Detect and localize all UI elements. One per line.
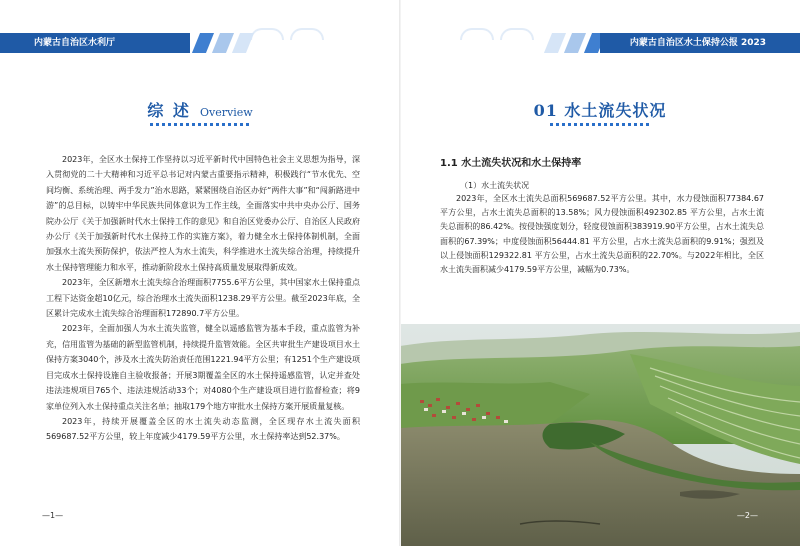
page-number: —1— bbox=[42, 511, 64, 520]
header-stripe bbox=[232, 33, 254, 53]
subsection-heading: （1）水土流失状况 bbox=[460, 181, 530, 190]
header-decoration bbox=[290, 28, 324, 40]
left-header-title: 内蒙古自治区水利厅 bbox=[34, 38, 116, 48]
left-header-bar bbox=[0, 33, 190, 53]
section-title-zh: 综 述 bbox=[147, 101, 191, 120]
header-decoration bbox=[460, 28, 494, 40]
overview-paragraph: 2023年，持续开展覆盖全区的水土流失动态监测，全区现存水土流失面积569687.52平方公里，较上年度减少4179.59平方公里，水土保持率达到52.37%。 bbox=[46, 416, 360, 442]
header-decoration bbox=[250, 28, 284, 40]
erosion-status-body bbox=[440, 192, 764, 277]
section-title bbox=[0, 98, 400, 121]
section-title-en: Overview bbox=[200, 106, 253, 119]
title-dotted-underline bbox=[150, 123, 250, 126]
right-header-title: 内蒙古自治区水土保持公报 2023 bbox=[629, 38, 766, 48]
chapter-title: 01 水土流失状况 bbox=[533, 101, 667, 120]
header-stripe bbox=[212, 33, 234, 53]
header-stripe bbox=[564, 33, 586, 53]
overview-paragraph: 2023年，全面加强人为水土流失监管，健全以遥感监管为基本手段，重点监管为补充，信用监管为基础的新型监管机制，持续提升监管效能。全区共审批生产建设项目水土保持方案3040个，涉及水土流失防治责任范围1221.94平方公里；有1251个生产建设项目完成水土保持设施自主验收报备；开展3期覆盖全区的水土保持遥感监管，认定并查处违法违规项目765个、违法违规活动33个；对4080个生产建设项目进行监督检查；将9家单位列入水土保持重点关注名单；抽取179个地方审批水土保持方案开展质量复核。 bbox=[46, 324, 360, 411]
erosion-paragraph: 2023年，全区水土流失总面积569687.52平方公里。其中，水力侵蚀面积77384.67平方公里，占水土流失总面积的13.58%；风力侵蚀面积492302.85 平方公里，占水土流失总面积的86.42%。按侵蚀强度划分，轻度侵蚀面积383919.90平方公里，占水土流失总面积的67.39%；中度侵蚀面积56444.81 平方公里，占水土流失总面积的9.91%；强烈及以上侵蚀面积129322.81 平方公里，占水土流失总面积的22.70%。与2022年相比，全区水土流失面积减少4179.59平方公里，减幅为0.73%。 bbox=[440, 194, 764, 275]
title-dotted-underline bbox=[550, 123, 650, 126]
overview-body bbox=[46, 152, 360, 445]
header-decoration bbox=[500, 28, 534, 40]
header-stripe bbox=[544, 33, 566, 53]
overview-paragraph: 2023年，全区新增水土流失综合治理面积7755.6平方公里，其中国家水土保持重点工程下达资金超10亿元，综合治理水土流失面积1238.29平方公里。截至2023年底，全区累计完成水土流失综合治理面积172890.7平方公里。 bbox=[46, 278, 360, 319]
page-gutter bbox=[399, 0, 401, 546]
right-page bbox=[400, 0, 800, 546]
overview-paragraph: 2023年，全区水土保持工作坚持以习近平新时代中国特色社会主义思想为指导，深入贯彻党的二十大精神和习近平总书记对内蒙古重要指示精神，积极践行“节水优先、空间均衡、系统治理、两手发力”治水思路，紧紧围绕自治区办好“两件大事”和“闯新路进中游”的总目标，以铸牢中华民族共同体意识为工作主线，全面落实中共中央办公厅、国务院办公厅《关于加强新时代水土保持工作的意见》和自治区党委办公厅、自治区人民政府办公厅《关于加强新时代水土保持工作的实施方案》，着力健全水土保持体制机制，全面加强水土流失预防保护，依法严控人为水土流失，科学推进水土流失综合治理，持续提升水土保持管理能力和水平，推动新阶段水土保持高质量发展取得新成效。 bbox=[46, 155, 360, 272]
header-stripe bbox=[192, 33, 214, 53]
right-header-bar bbox=[600, 33, 800, 53]
page-number: —2— bbox=[736, 511, 758, 520]
section-heading: 1.1 水土流失状况和水土保持率 bbox=[440, 158, 582, 169]
